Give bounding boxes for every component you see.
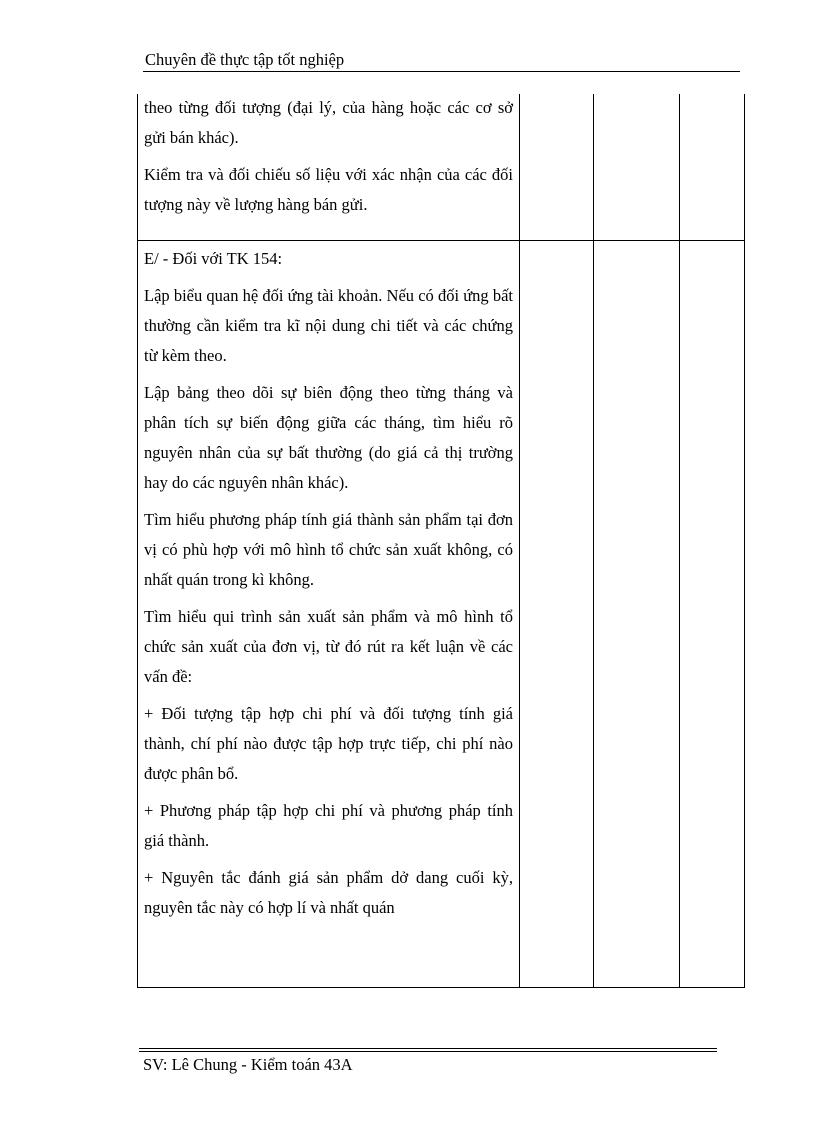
paragraph: Tìm hiểu qui trình sản xuất sản phẩm và mô hình tổ chức sản xuất của đơn vị, từ đó rút ra kết luận về các vấn đề: [144,607,513,686]
paragraph: Kiểm tra và đối chiếu số liệu với xác nhận của các đối tượng này về lượng hàng bán gửi. [144,165,513,214]
paragraph: Lập biểu quan hệ đối ứng tài khoản. Nếu có đối ứng bất thường cần kiểm tra kĩ nội dung chi tiết và các chứng từ kèm theo. [144,286,513,365]
row-divider [138,240,744,241]
section-heading: E/ - Đối với TK 154: [144,249,283,268]
list-item: + Đối tượng tập hợp chi phí và đối tượng tính giá thành, chí phí nào được tập hợp trực tiếp, chi phí nào được phân bổ. [144,704,513,783]
column-divider-3 [679,94,680,987]
table-row-1-content [144,93,513,227]
list-item: + Phương pháp tập hợp chi phí và phương pháp tính giá thành. [144,801,513,850]
header-rule [143,71,740,72]
audit-procedure-table [137,94,745,988]
paragraph: theo từng đối tượng (đại lý, của hàng hoặc các cơ sở gửi bán khác). [144,98,513,147]
list-item: + Nguyên tắc đánh giá sản phẩm dở dang cuối kỳ, nguyên tắc này có hợp lí và nhất quán [144,868,513,917]
footer-rule [139,1048,717,1049]
column-divider-1 [519,94,520,987]
footer-rule [139,1051,717,1052]
paragraph: Lập bảng theo dõi sự biên động theo từng tháng và phân tích sự biến động giữa các tháng, tìm hiểu rõ nguyên nhân của sự bất thường (do giá cả thị trường hay do các nguyên nhân khác). [144,383,513,492]
column-divider-2 [593,94,594,987]
paragraph: Tìm hiểu phương pháp tính giá thành sản phẩm tại đơn vị có phù hợp với mô hình tổ chức sản xuất không, có nhất quán trong kì không. [144,510,513,589]
page-footer-text: SV: Lê Chung - Kiểm toán 43A [143,1055,353,1074]
page-header-title: Chuyên đề thực tập tốt nghiệp [145,50,345,69]
table-row-2-content [144,244,513,930]
